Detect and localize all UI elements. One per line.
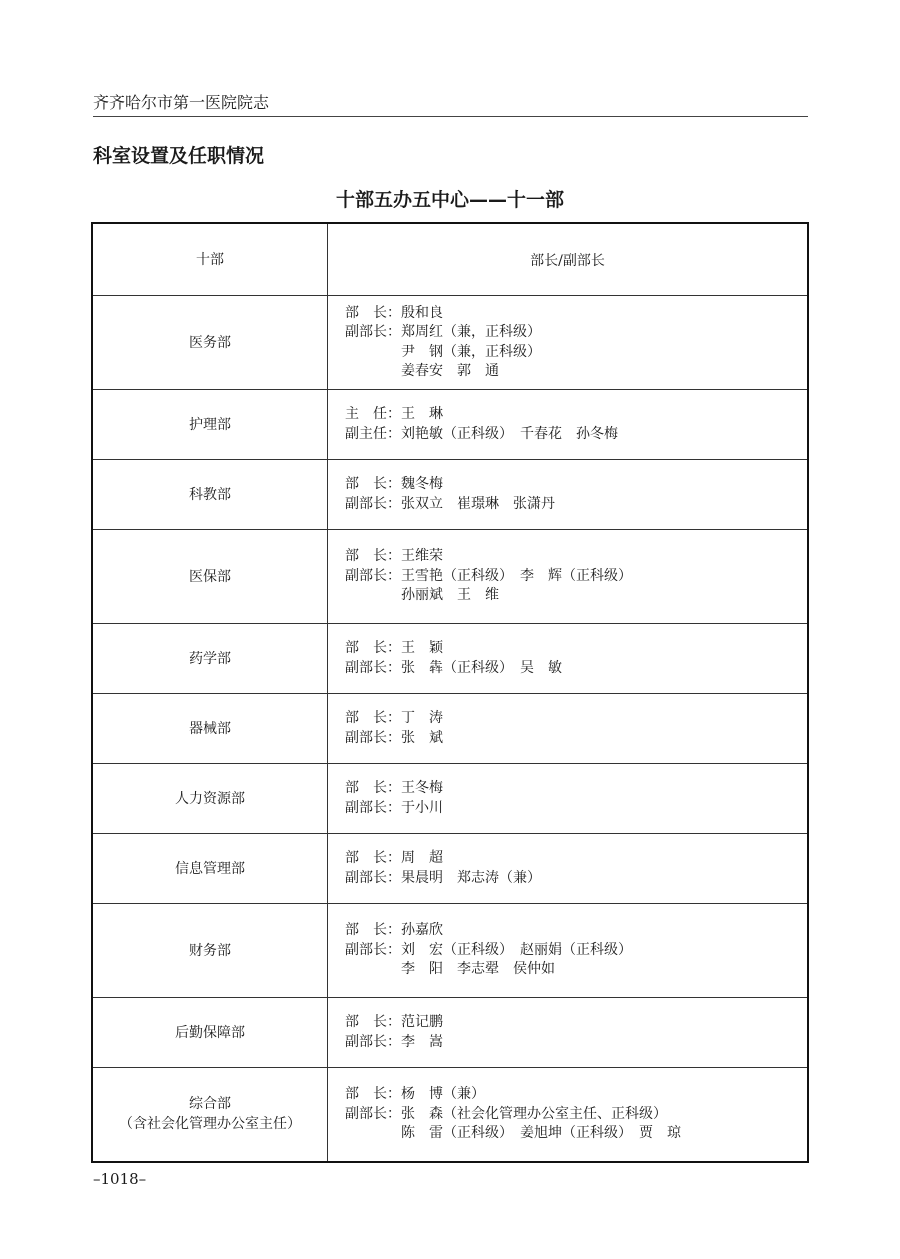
department-name: 人力资源部: [175, 790, 245, 807]
leader-line: 孙丽斌 王 维: [345, 587, 499, 604]
department-name: （含社会化管理办公室主任）: [119, 1116, 301, 1133]
table-row: [92, 530, 808, 624]
department-name-cell: [92, 834, 328, 904]
department-name: 医保部: [189, 568, 231, 585]
leader-line: 部 长：殷和良: [345, 304, 443, 321]
leader-line: 部 长：王 颖: [345, 640, 443, 656]
leaders-cell: [328, 296, 809, 390]
department-name: 财务部: [189, 942, 231, 959]
leader-line: 主 任：王 琳: [345, 406, 443, 422]
leaders-cell: [328, 624, 809, 694]
leader-line: 副部长：王雪艳（正科级） 李 辉（正科级）: [345, 567, 632, 584]
table-row: [92, 1068, 808, 1162]
leader-line: 副部长：郑周红（兼，正科级）: [345, 324, 541, 340]
department-name-cell: [92, 460, 328, 530]
leaders-cell: [328, 460, 809, 530]
table-row: [92, 296, 808, 390]
table-row: [92, 694, 808, 764]
department-name: 医务部: [189, 334, 231, 351]
leader-line: 部 长：周 超: [345, 850, 443, 866]
leader-line: 部 长：王维荣: [345, 548, 443, 565]
leader-line: 副主任：刘艳敏（正科级） 千春花 孙冬梅: [345, 425, 618, 442]
table-row: [92, 764, 808, 834]
page-number: –1018–: [93, 1170, 147, 1188]
leaders-cell: [328, 390, 809, 460]
table-row: [92, 904, 808, 998]
department-name: 器械部: [189, 720, 231, 737]
leader-line: 副部长：张 犇（正科级） 吴 敏: [345, 659, 562, 676]
leader-line: 部 长：范记鹏: [345, 1014, 443, 1030]
department-name: 综合部: [189, 1096, 231, 1113]
department-name-cell: [92, 904, 328, 998]
leaders-cell: [328, 530, 809, 624]
department-roster-table: [91, 222, 809, 1163]
department-name-cell: [92, 530, 328, 624]
table-row: [92, 624, 808, 694]
department-name: 药学部: [189, 650, 231, 667]
department-name-cell: [92, 998, 328, 1068]
leader-line: 部 长：王冬梅: [345, 780, 443, 796]
leader-line: 尹 钢（兼，正科级）: [345, 343, 541, 360]
leader-line: 部 长：魏冬梅: [345, 476, 443, 492]
column-header-department: 十部: [92, 223, 328, 296]
table-row: [92, 390, 808, 460]
leaders-cell: [328, 904, 809, 998]
leader-line: 副部长：于小川: [345, 799, 443, 816]
table-header-row: [92, 223, 808, 296]
leader-line: 部 长：丁 涛: [345, 710, 443, 726]
table-title: 十部五办五中心——十一部: [335, 189, 564, 211]
department-name: 后勤保障部: [175, 1024, 245, 1041]
department-name: 科教部: [189, 486, 231, 503]
department-name-cell: [92, 296, 328, 390]
leader-line: 陈 雷（正科级） 姜旭坤（正科级） 贾 琼: [345, 1125, 681, 1141]
leader-line: 李 阳 李志翚 侯仲如: [345, 961, 555, 978]
department-name-cell: [92, 764, 328, 834]
leader-line: 部 长：孙嘉欣: [345, 922, 443, 939]
leaders-cell: [328, 764, 809, 834]
leader-line: 副部长：张 斌: [345, 729, 443, 746]
department-name-cell: [92, 624, 328, 694]
book-header-title: 齐齐哈尔市第一医院院志: [93, 93, 270, 112]
table-row: [92, 460, 808, 530]
leader-line: 副部长：刘 宏（正科级） 赵丽娟（正科级）: [345, 941, 632, 958]
leader-line: 副部长：果晨明 郑志涛（兼）: [345, 869, 541, 886]
department-name-cell: [92, 1068, 328, 1162]
leader-line: 部 长：杨 博（兼）: [345, 1086, 485, 1102]
leader-line: 副部长：李 嵩: [345, 1033, 443, 1050]
leader-line: 副部长：张双立 崔璟琳 张潇丹: [345, 495, 555, 512]
department-name: 信息管理部: [175, 860, 245, 877]
table-row: [92, 998, 808, 1068]
leaders-cell: [328, 834, 809, 904]
department-name-cell: [92, 390, 328, 460]
leaders-cell: [328, 694, 809, 764]
department-name: 护理部: [189, 416, 231, 433]
leaders-cell: [328, 998, 809, 1068]
leader-line: 姜春安 郭 通: [345, 363, 499, 379]
header-divider: [93, 116, 808, 117]
leader-line: 副部长：张 森（社会化管理办公室主任、正科级）: [345, 1105, 667, 1122]
column-header-leaders: 部长/副部长: [328, 223, 809, 296]
department-name-cell: [92, 694, 328, 764]
table-row: [92, 834, 808, 904]
section-title: 科室设置及任职情况: [93, 145, 265, 167]
leaders-cell: [328, 1068, 809, 1162]
